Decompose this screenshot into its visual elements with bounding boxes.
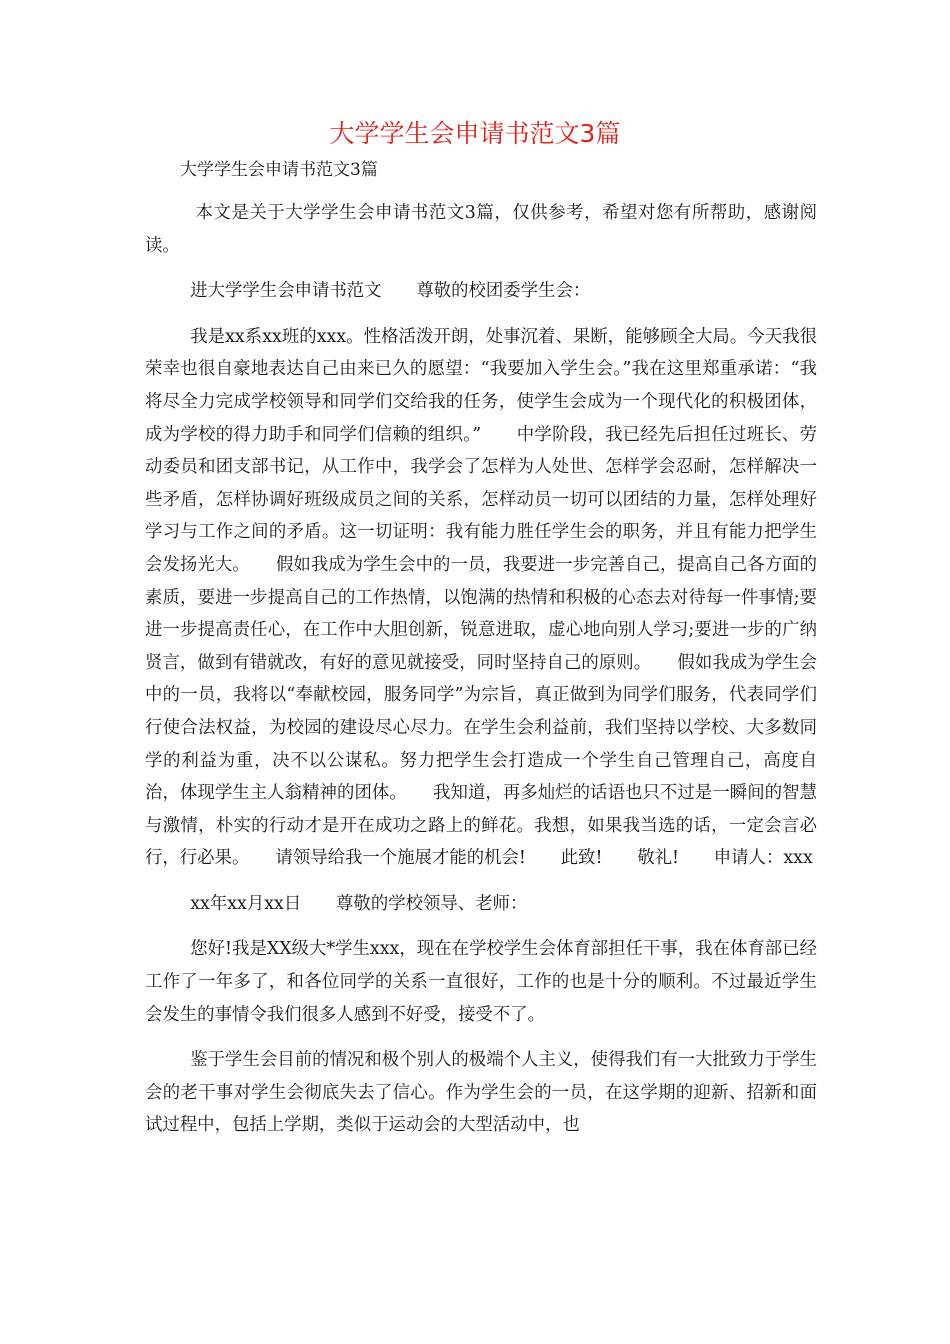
- document-subtitle: 大学学生会申请书范文3篇: [180, 160, 378, 180]
- document-body: [145, 197, 817, 1155]
- paragraph-application-3: 鉴于学生会目前的情况和极个别人的极端个人主义，使得我们有一大批致力于学生会的老干事对学生会彻底失去了信心。作为学生会的一员，在这学期的迎新、招新和面试过程中，包括上学期，类似于运动会的大型活动中，也: [145, 1050, 817, 1136]
- document-title: 大学学生会申请书范文3篇: [329, 119, 621, 148]
- paragraph-heading-1: 进大学学生会申请书范文 尊敬的校团委学生会：: [190, 281, 591, 302]
- paragraph-application-1: 我是xx系xx班的xxx。性格活泼开朗，处事沉着、果断，能够顾全大局。今天我很荣幸也很自豪地表达自己由来已久的愿望：“我要加入学生会。”我在这里郑重承诺：“我将尽全力完成学校领导和同学们交给我的任务，使学生会成为一个现代化的积极团体，成为学校的得力助手和同学们信赖的组织。” 中学阶段，我已经先后担任过班长、劳动委员和团支部书记，从工作中，我学会了怎样为人处世、怎样学会忍耐，怎样解决一些矛盾，怎样协调好班级成员之间的关系，怎样动员一切可以团结的力量，怎样处理好学习与工作之间的矛盾。这一切证明：我有能力胜任学生会的职务，并且有能力把学生会发扬光大。 假如我成为学生会中的一员，我要进一步完善自己，提高自己各方面的素质，要进一步提高自己的工作热情，以饱满的热情和积极的心态去对待每一件事情;要进一步提高责任心，在工作中大胆创新，锐意进取，虚心地向别人学习;要进一步的广纳贤言，做到有错就改，有好的意见就接受，同时坚持自己的原则。 假如我成为学生会中的一员，我将以“奉献校园，服务同学”为宗旨，真正做到为同学们服务，代表同学们行使合法权益，为校园的建设尽心尽力。在学生会利益前，我们坚持以学校、大多数同学的利益为重，决不以公谋私。努力把学生会打造成一个学生自己管理自己，高度自治，体现学生主人翁精神的团体。 我知道，再多灿烂的话语也只不过是一瞬间的智慧与激情，朴实的行动才是开在成功之路上的鲜花。我想，如果我当选的话，一定会言必行，行必果。 请领导给我一个施展才能的机会! 此致! 敬礼! 申请人：xxx: [145, 326, 817, 869]
- intro-paragraph: 本文是关于大学学生会申请书范文3篇，仅供参考，希望对您有所帮助，感谢阅读。: [145, 203, 817, 256]
- paragraph-heading-2: xx年xx月xx日 尊敬的学校领导、老师：: [190, 893, 528, 914]
- paragraph-application-2: 您好!我是XX级大*学生xxx，现在在学校学生会体育部担任干事，我在体育部已经工作了一年多了，和各位同学的关系一直很好，工作的也是十分的顺利。不过最近学生会发生的事情令我们很多人感到不好受，接受不了。: [145, 939, 817, 1025]
